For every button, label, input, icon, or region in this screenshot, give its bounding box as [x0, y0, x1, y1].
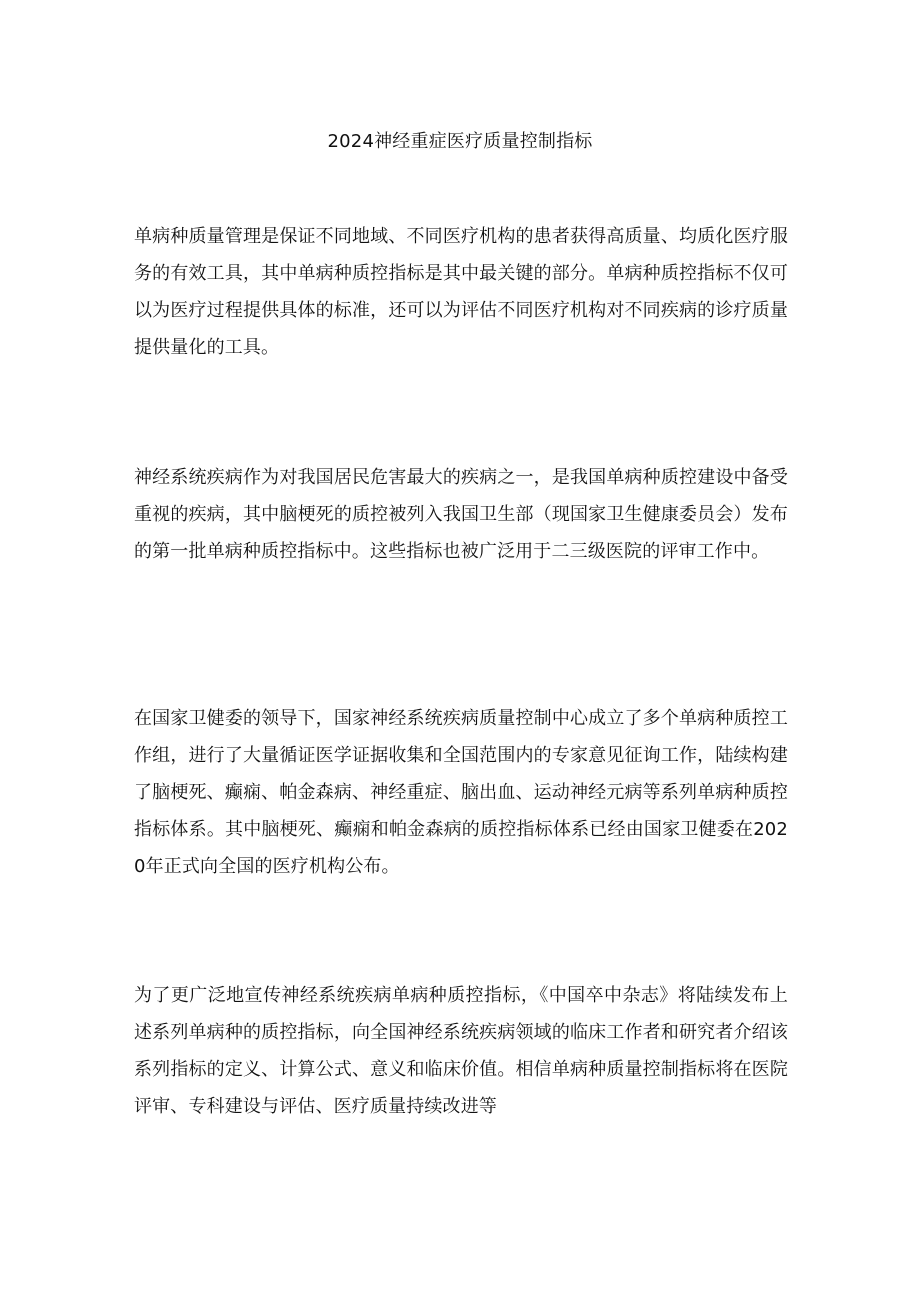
paragraph-4: 为了更广泛地宣传神经系统疾病单病种质控指标，《中国卒中杂志》将陆续发布上述系列单病种的质控指标，向全国神经系统疾病领域的临床工作者和研究者介绍该系列指标的定义、计算公式、意义和临床价值。相信单病种质量控制指标将在医院评审、专科建设与评估、医疗质量持续改进等	[134, 985, 788, 1117]
paragraph-1: 单病种质量管理是保证不同地域、不同医疗机构的患者获得高质量、均质化医疗服务的有效工具，其中单病种质控指标是其中最关键的部分。单病种质控指标不仅可以为医疗过程提供具体的标准，还可以为评估不同医疗机构对不同疾病的诊疗质量提供量化的工具。	[134, 226, 788, 358]
document-title: 2024神经重症医疗质量控制指标	[327, 131, 593, 152]
paragraph-2: 神经系统疾病作为对我国居民危害最大的疾病之一，是我国单病种质控建设中备受重视的疾病，其中脑梗死的质控被列入我国卫生部（现国家卫生健康委员会）发布的第一批单病种质控指标中。这些指标也被广泛用于二三级医院的评审工作中。	[134, 467, 788, 562]
paragraph-3: 在国家卫健委的领导下，国家神经系统疾病质量控制中心成立了多个单病种质控工作组，进行了大量循证医学证据收集和全国范围内的专家意见征询工作，陆续构建了脑梗死、癫痫、帕金森病、神经重症、脑出血、运动神经元病等系列单病种质控指标体系。其中脑梗死、癫痫和帕金森病的质控指标体系已经由国家卫健委在2020年正式向全国的医疗机构公布。	[134, 708, 788, 877]
